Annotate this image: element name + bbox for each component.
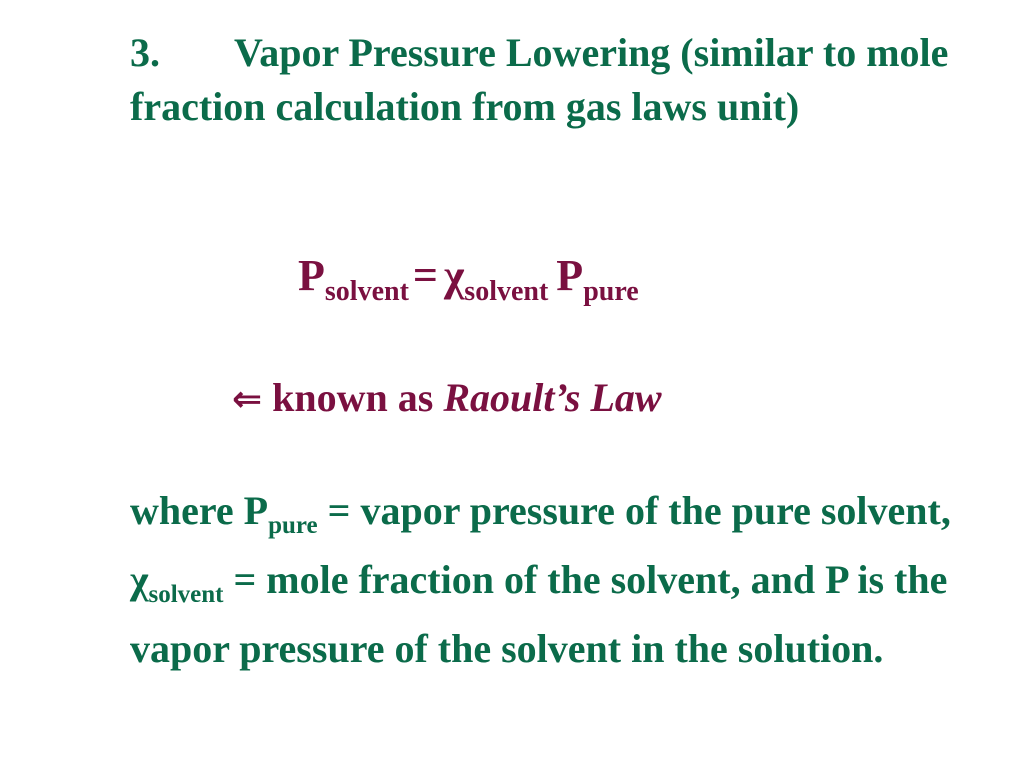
definition-subscript-solvent: solvent: [148, 580, 224, 608]
definition-part2: = vapor pressure of the pure solvent,: [317, 488, 951, 533]
definition-paragraph: [130, 484, 990, 676]
law-prefix: known as: [272, 375, 434, 420]
raoult-equation: [298, 248, 639, 320]
left-double-arrow-icon: ⇐: [232, 379, 263, 420]
heading-text: Vapor Pressure Lowering (similar to mole fraction calculation from gas laws unit): [130, 30, 949, 129]
equation-rhs-subscript: pure: [583, 275, 639, 307]
law-caption: [232, 372, 662, 426]
definition-part3: = mole fraction of the solvent, and P is the vapor pressure of the solvent in the solution.: [130, 556, 948, 671]
equation-chi-symbol: χ: [443, 251, 465, 300]
definition-subscript-pure: pure: [268, 511, 318, 539]
equation-equals: =: [412, 251, 438, 300]
equation-lhs-subscript: solvent: [324, 275, 409, 307]
equation-rhs-symbol: P: [556, 251, 584, 300]
equation-chi-subscript: solvent: [464, 275, 549, 307]
slide-heading: [130, 26, 970, 134]
heading-number: 3.: [130, 30, 160, 75]
law-name: Raoult’s Law: [443, 375, 662, 420]
equation-lhs-symbol: P: [298, 251, 325, 300]
definition-chi-symbol: χ: [130, 556, 149, 602]
definition-part1: where P: [130, 488, 269, 533]
